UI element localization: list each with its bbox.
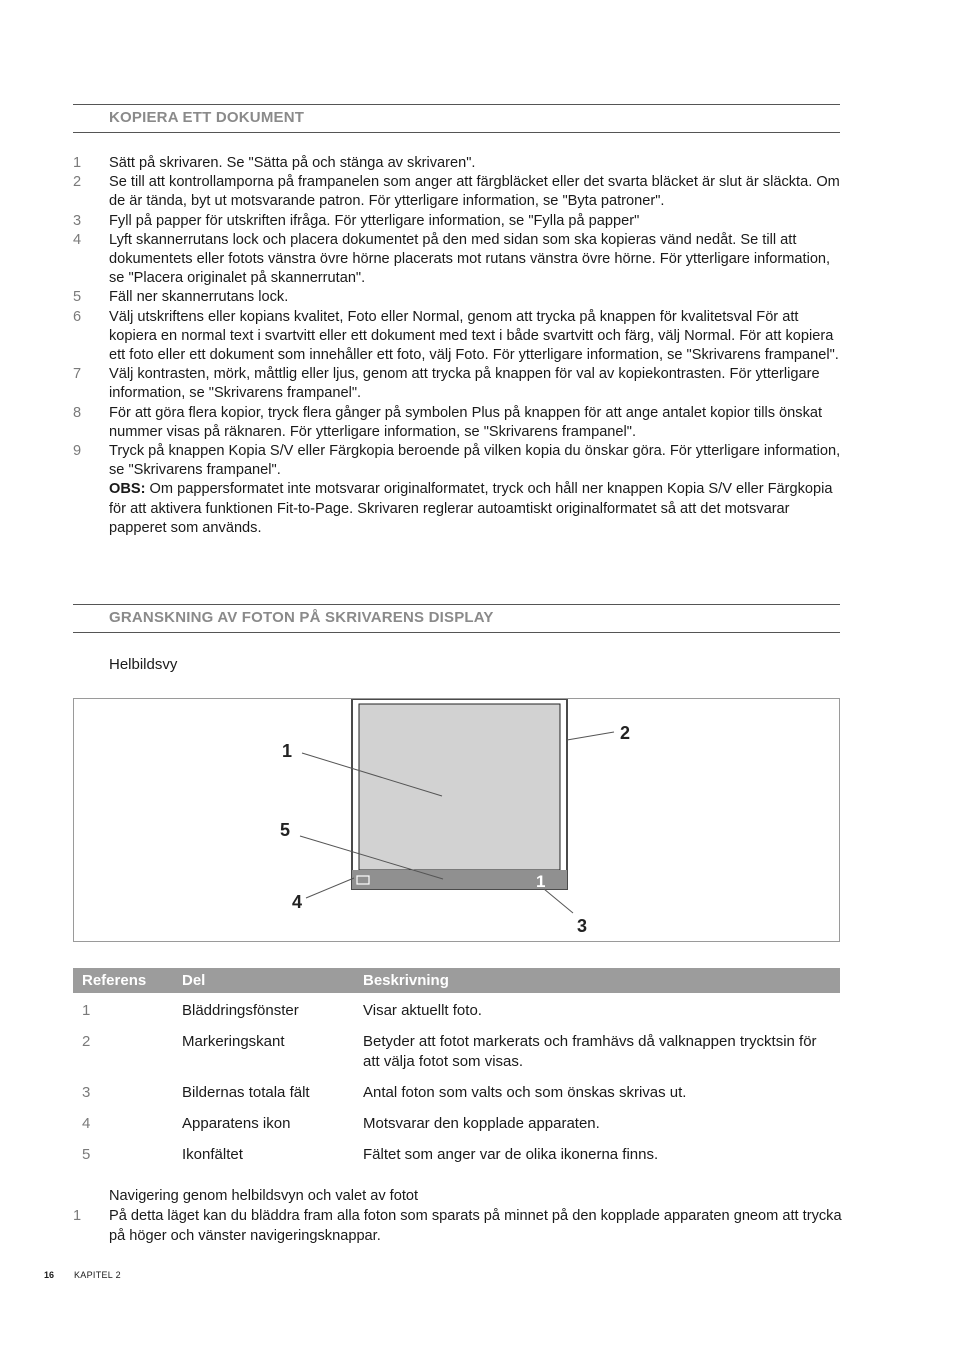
page-number: 16 <box>44 1270 55 1280</box>
table-cell: Antal foton som valts och som önskas skrivas ut. <box>363 1084 687 1101</box>
list-item <box>73 442 843 480</box>
leader-line <box>306 878 354 898</box>
step-text: Fäll ner skannerrutans lock. <box>109 289 289 306</box>
list-item <box>73 404 843 442</box>
obs-label: OBS: <box>109 481 146 498</box>
subsection-title: Helbildsvy <box>109 656 178 673</box>
step-text: Välj utskriftens eller kopians kvalitet, Foto eller Normal, genom att trycka på knappen för kvalitetsval För att kopiera en normal text i svartvitt eller ett dokument med text i både svartvitt och färg, välj Normal. För att kopiera ett foto eller ett dokument som innehåller ett foto, välj Foto. För ytterligare information, se "Skrivarens frampanel". <box>109 308 839 364</box>
display-diagram <box>73 698 840 942</box>
table-cell: 1 <box>82 1002 91 1019</box>
step-number: 6 <box>73 308 82 325</box>
step-text: Fyll på papper för utskriften ifråga. För ytterligare information, se "Fylla på papper" <box>109 212 640 229</box>
table-cell: Betyder att fotot markerats och framhävs då valknappen trycktsin för att välja fotot som visas. <box>363 1033 817 1070</box>
section-rule-2 <box>73 604 840 605</box>
browse-window <box>359 704 560 870</box>
list-item <box>73 365 843 403</box>
obs-text: Om pappersformatet inte motsvarar originalformatet, tryck och håll ner knappen Kopia S/V eller Färgkopia för att aktivera funktionen Fit-to-Page. Skrivaren reglerar autoamtiskt originalformatet så att det motsvarar papperet som används. <box>109 481 833 536</box>
table-header <box>73 968 840 993</box>
table-cell: Visar aktuellt foto. <box>363 1002 482 1019</box>
list-item <box>73 288 843 307</box>
table-cell: 2 <box>82 1033 91 1050</box>
table-row <box>73 1139 840 1170</box>
callout-1: 1 <box>282 741 293 761</box>
top-rule <box>73 104 840 105</box>
column-header: Beskrivning <box>363 972 449 989</box>
column-header: Del <box>182 972 206 989</box>
leader-line <box>567 732 614 740</box>
step-text: Välj kontrasten, mörk, måttlig eller ljus, genom att trycka på knappen för val av kopiekontrasten. För ytterligare information, se "Skrivarens frampanel". <box>109 366 820 402</box>
step-number: 7 <box>73 366 82 383</box>
table-cell: Fältet som anger var de olika ikonerna finns. <box>363 1146 659 1163</box>
table-cell: 5 <box>82 1146 91 1163</box>
section-rule-3 <box>73 632 840 633</box>
callout-2: 2 <box>620 723 631 743</box>
display-diagram-svg <box>74 699 839 941</box>
table-cell: Markeringskant <box>182 1033 285 1050</box>
table-cell: Ikonfältet <box>182 1146 243 1163</box>
column-header: Referens <box>82 972 147 989</box>
step-number: 4 <box>73 231 82 248</box>
step-number: 8 <box>73 404 82 421</box>
section-rule <box>73 132 840 133</box>
leader-line <box>544 889 573 913</box>
navigation-section <box>73 1186 843 1246</box>
callout-3: 3 <box>577 916 588 936</box>
list-item <box>73 231 843 289</box>
obs-note <box>73 480 843 538</box>
reference-table <box>73 968 840 1170</box>
section-title-display: GRANSKNING AV FOTON PÅ SKRIVARENS DISPLAY <box>109 609 494 626</box>
step-text: Se till att kontrollamporna på frampanelen som anger att färgbläcket eller det svarta bläcket är slut är släckta. Om de är tända, byt ut motsvarande patron. För ytterligare information, se "Byta patroner". <box>109 174 840 210</box>
step-number: 3 <box>73 212 82 229</box>
table-cell: 3 <box>82 1084 91 1101</box>
navigation-heading-row <box>73 1186 843 1206</box>
list-item <box>73 154 843 173</box>
list-item <box>73 173 843 211</box>
icon-bar <box>352 870 567 889</box>
step-number: 1 <box>73 1208 82 1224</box>
step-text: Lyft skannerrutans lock och placera dokumentet på den med sidan som ska kopieras vänd nedåt. Se till att dokumentets eller fotots vänstra övre hörne placerats mot rutans vänstra övre hörne. För ytterligare information, se "Placera originalet på skannerrutan". <box>109 231 831 287</box>
list-item <box>73 212 843 231</box>
list-item <box>73 1206 843 1246</box>
step-number: 1 <box>73 155 82 171</box>
list-item <box>73 308 843 366</box>
step-number: 2 <box>73 174 82 191</box>
photo-counter: 1 <box>536 872 546 891</box>
step-number: 5 <box>73 289 82 306</box>
callout-5: 5 <box>280 820 291 840</box>
step-text: Tryck på knappen Kopia S/V eller Färgkopia beroende på vilken kopia du önskar göra. För ytterligare information, se "Skrivarens frampanel". <box>109 443 841 479</box>
table-row <box>73 993 840 1026</box>
table-row <box>73 1077 840 1108</box>
table-cell: Bläddringsfönster <box>182 1002 299 1019</box>
table-row <box>73 1026 840 1077</box>
callout-4: 4 <box>292 892 303 912</box>
section-title-copy: KOPIERA ETT DOKUMENT <box>109 109 305 126</box>
step-text: Sätt på skrivaren. Se "Sätta på och stänga av skrivaren". <box>109 155 476 171</box>
table-cell: Motsvarar den kopplade apparaten. <box>363 1115 600 1132</box>
table-row <box>73 1108 840 1139</box>
chapter-label: KAPITEL 2 <box>74 1270 121 1280</box>
step-number: 9 <box>73 443 82 460</box>
navigation-heading: Navigering genom helbildsvyn och valet av fotot <box>109 1188 419 1204</box>
table-cell: Apparatens ikon <box>182 1115 291 1132</box>
table-cell: 4 <box>82 1115 91 1132</box>
navigation-text: På detta läget kan du bläddra fram alla foton som sparats på minnet på den kopplade apparaten gneom att trycka på höger och vänster navigeringsknappar. <box>109 1208 842 1244</box>
step-list <box>73 154 843 538</box>
table-cell: Bildernas totala fält <box>182 1084 310 1101</box>
step-text: För att göra flera kopior, tryck flera gånger på symbolen Plus på knappen för att ange antalet kopior tills önskat nummer visas på räknaren. För ytterligare information, se "Skrivarens frampanel". <box>109 404 823 440</box>
